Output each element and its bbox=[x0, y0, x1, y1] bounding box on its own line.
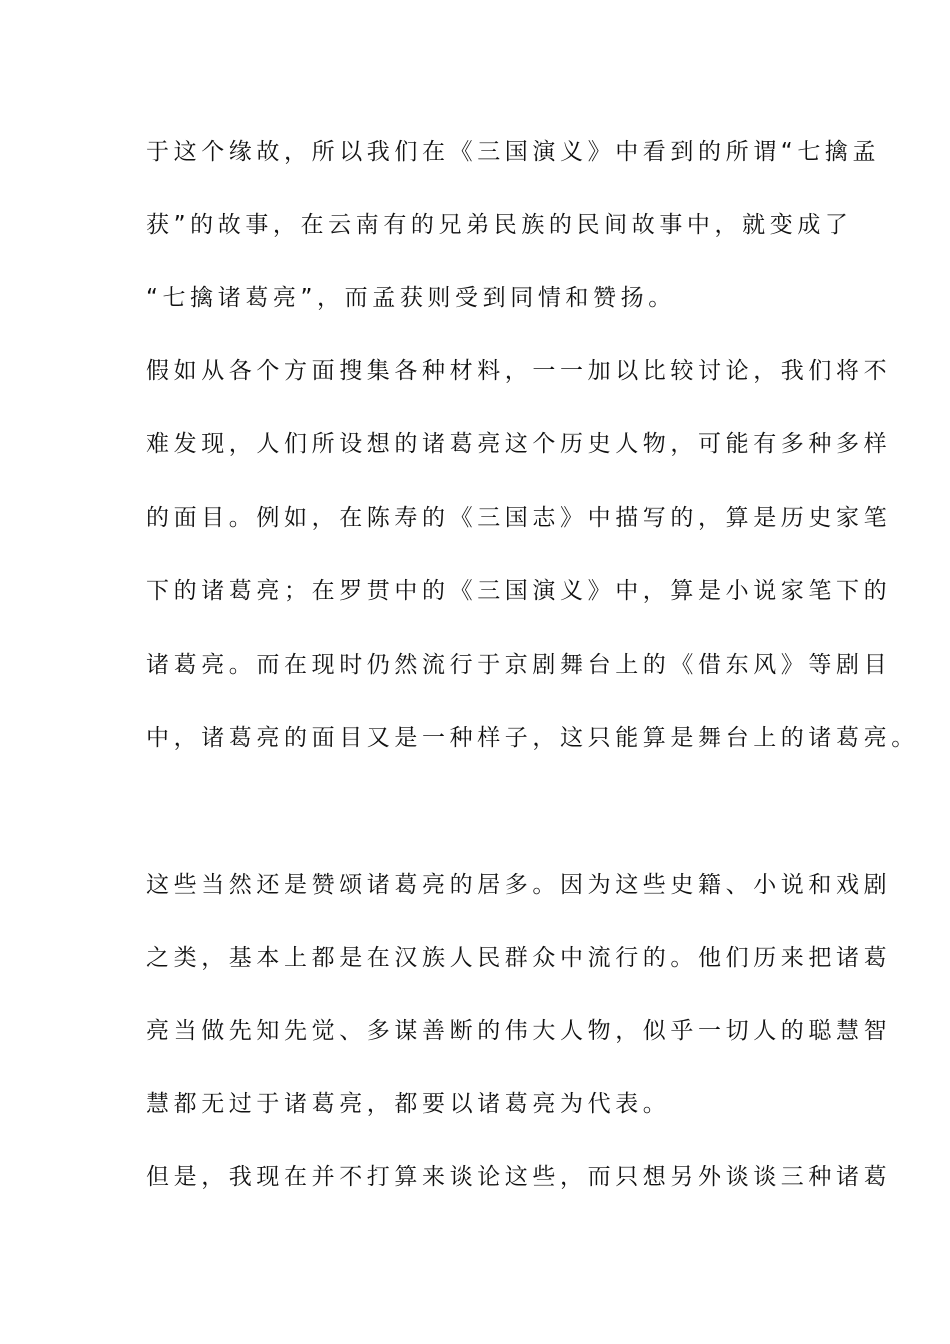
paragraph-start-line: 这些当然还是赞颂诸葛亮的居多。因为这些史籍、小说和戏剧 bbox=[146, 872, 892, 898]
text-line: 之类，基本上都是在汉族人民群众中流行的。他们历来把诸葛 bbox=[146, 945, 892, 971]
text-line: “七擒诸葛亮”，而孟获则受到同情和赞扬。 bbox=[146, 285, 676, 311]
text-line: 获”的故事，在云南有的兄弟民族的民间故事中，就变成了 bbox=[146, 212, 853, 238]
text-line: 难发现，人们所设想的诸葛亮这个历史人物，可能有多种多样 bbox=[146, 431, 892, 457]
text-line: 慧都无过于诸葛亮，都要以诸葛亮为代表。 bbox=[146, 1091, 671, 1117]
text-line: 亮当做先知先觉、多谋善断的伟大人物，似乎一切人的聪慧智 bbox=[146, 1018, 892, 1044]
text-line: 诸葛亮。而在现时仍然流行于京剧舞台上的《借东风》等剧目 bbox=[146, 652, 892, 678]
paragraph-start-line: 假如从各个方面搜集各种材料，一一加以比较讨论，我们将不 bbox=[146, 358, 892, 384]
text-line: 中，诸葛亮的面目又是一种样子，这只能算是舞台上的诸葛亮。 bbox=[146, 725, 919, 751]
paragraph-start-line: 但是，我现在并不打算来谈论这些，而只想另外谈谈三种诸葛 bbox=[146, 1164, 892, 1190]
text-line: 于这个缘故，所以我们在《三国演义》中看到的所谓“七擒孟 bbox=[146, 139, 881, 165]
text-line: 的面目。例如，在陈寿的《三国志》中描写的，算是历史家笔 bbox=[146, 505, 892, 531]
text-line: 下的诸葛亮；在罗贯中的《三国演义》中，算是小说家笔下的 bbox=[146, 578, 892, 604]
